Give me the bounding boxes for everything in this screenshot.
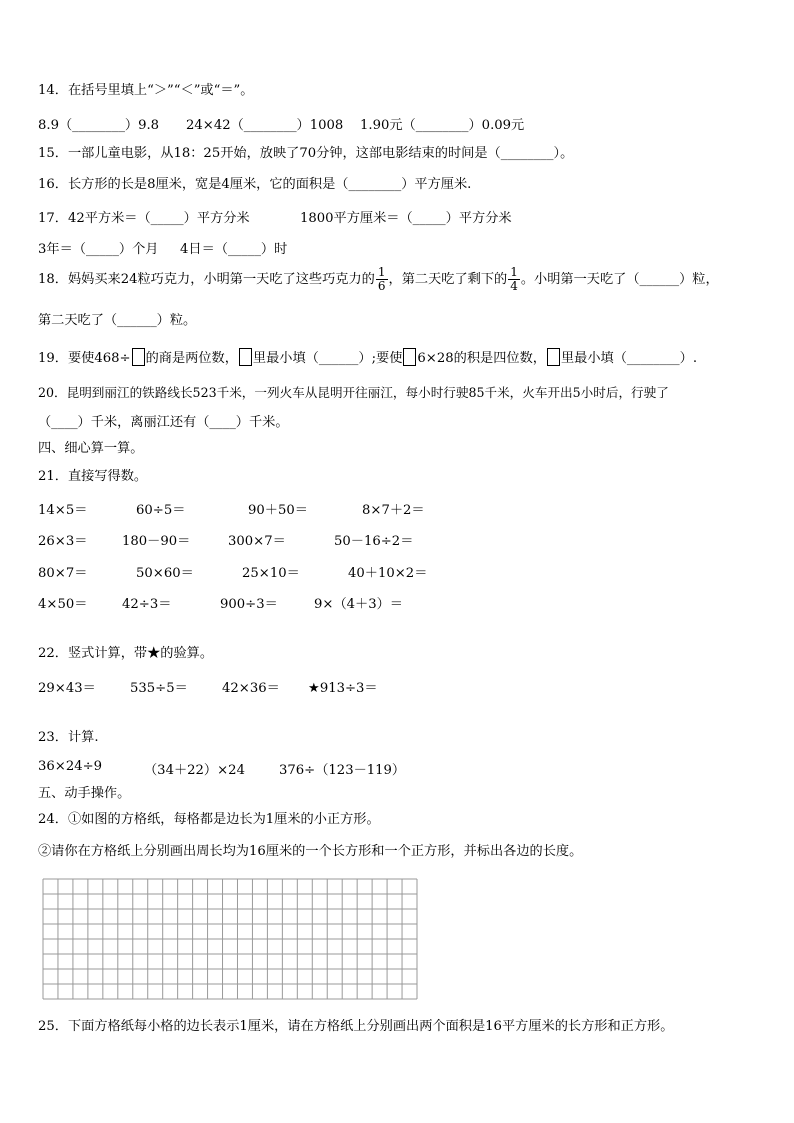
q18-fraction-1-numerator: 1 <box>377 265 386 279</box>
q19-part-5: 里最小填（________）. <box>560 351 698 366</box>
q19-blank-box-1 <box>132 348 145 366</box>
q16-text: 16．长方形的长是8厘米，宽是4厘米，它的面积是（________）平方厘米. <box>38 177 472 192</box>
q18-part-1: 18．妈妈买来24粒巧克力，小明第一天吃了这些巧克力的 <box>38 272 375 287</box>
q18-fraction-1 <box>376 266 388 293</box>
q14-item-1: 8.9（________）9.8 <box>38 118 160 133</box>
q21-r4-c1: 4×50＝ <box>38 597 88 612</box>
q22-stem: 22．竖式计算，带★的验算。 <box>38 646 214 661</box>
q23-item-2: （34＋22）×24 <box>144 763 245 778</box>
q21-r2-c4: 50－16÷2＝ <box>334 534 414 549</box>
q14-item-3: 1.90元（________）0.09元 <box>360 118 525 133</box>
q21-r2-c1: 26×3＝ <box>38 534 88 549</box>
q14-stem: 14．在括号里填上“＞”“＜”或“＝”。 <box>38 83 254 98</box>
q24-line-1: 24．①如图的方格纸，每格都是边长为1厘米的小正方形。 <box>38 812 380 827</box>
q22-item-2: 535÷5＝ <box>130 681 188 696</box>
q19-blank-box-2 <box>239 348 252 366</box>
q21-r1-c2: 60÷5＝ <box>136 503 186 518</box>
q18-part-3: 。小明第一天吃了（______）粒， <box>520 272 719 287</box>
q19-part-1: 19．要使468÷ <box>38 351 131 366</box>
q21-r1-c1: 14×5＝ <box>38 503 88 518</box>
q19-part-2: 的商是两位数， <box>145 351 238 366</box>
q19-blank-box-4 <box>547 348 560 366</box>
q19-blank-box-3 <box>403 348 416 366</box>
q21-r3-c2: 50×60＝ <box>136 566 194 581</box>
q21-r3-c3: 25×10＝ <box>242 566 300 581</box>
q21-r2-c3: 300×7＝ <box>228 534 286 549</box>
square-grid-paper <box>42 878 418 1000</box>
q21-r3-c4: 40＋10×2＝ <box>348 566 428 581</box>
q18-fraction-1-denominator: 6 <box>377 279 386 293</box>
q21-r1-c3: 90＋50＝ <box>248 503 308 518</box>
q22-item-3: 42×36＝ <box>222 681 280 696</box>
q20-line-1: 20．昆明到丽江的铁路线长523千米，一列火车从昆明开往丽江，每小时行驶85千米，火车开出5小时后，行驶了 <box>38 385 669 400</box>
q17-part-b: 1800平方厘米＝（_____）平方分米 <box>300 211 512 226</box>
q21-r2-c2: 180－90＝ <box>122 534 191 549</box>
q14-item-2: 24×42（________）1008 <box>186 118 344 133</box>
section-4-heading: 四、细心算一算。 <box>38 441 144 456</box>
q23-item-3: 376÷（123－119） <box>279 763 406 778</box>
q17-part-a: 17．42平方米＝（_____）平方分米 <box>38 211 250 226</box>
q21-r3-c1: 80×7＝ <box>38 566 88 581</box>
section-5-heading: 五、动手操作。 <box>38 786 131 801</box>
q21-stem: 21．直接写得数。 <box>38 469 148 484</box>
q18-line-1 <box>38 266 719 293</box>
q19-part-3: 里最小填（______）;要使 <box>252 351 403 366</box>
q17-part-d: 4日＝（_____）时 <box>180 242 288 257</box>
q21-r4-c3: 900÷3＝ <box>220 597 278 612</box>
q23-item-1: 36×24÷9 <box>38 759 103 774</box>
q23-stem: 23．计算. <box>38 730 99 745</box>
q18-fraction-2-denominator: 4 <box>510 279 518 293</box>
q18-line-2: 第二天吃了（______）粒。 <box>38 313 197 328</box>
q25-text: 25．下面方格纸每小格的边长表示1厘米，请在方格纸上分别画出两个面积是16平方厘米的长方形和正方形。 <box>38 1019 674 1034</box>
q21-r1-c4: 8×7＋2＝ <box>362 503 425 518</box>
q18-fraction-2 <box>508 266 520 293</box>
q24-line-2: ②请你在方格纸上分别画出周长均为16厘米的一个长方形和一个正方形，并标出各边的长度。 <box>38 844 583 859</box>
q19-part-4: 6×28的积是四位数， <box>417 351 546 366</box>
q21-r4-c2: 42÷3＝ <box>122 597 172 612</box>
q22-item-1: 29×43＝ <box>38 681 96 696</box>
q17-part-c: 3年＝（_____）个月 <box>38 242 159 257</box>
grid-lines <box>43 879 417 999</box>
q18-fraction-2-numerator: 1 <box>510 265 518 279</box>
q21-r4-c4: 9×（4＋3）＝ <box>314 597 403 612</box>
q19-line <box>38 348 697 368</box>
q15-text: 15．一部儿童电影，从18：25开始，放映了70分钟，这部电影结束的时间是（________）。 <box>38 146 574 161</box>
q22-item-4: ★913÷3＝ <box>308 681 378 696</box>
q20-line-2: （____）千米，离丽江还有（____）千米。 <box>38 415 289 430</box>
q18-part-2: ，第二天吃了剩下的 <box>388 272 508 287</box>
